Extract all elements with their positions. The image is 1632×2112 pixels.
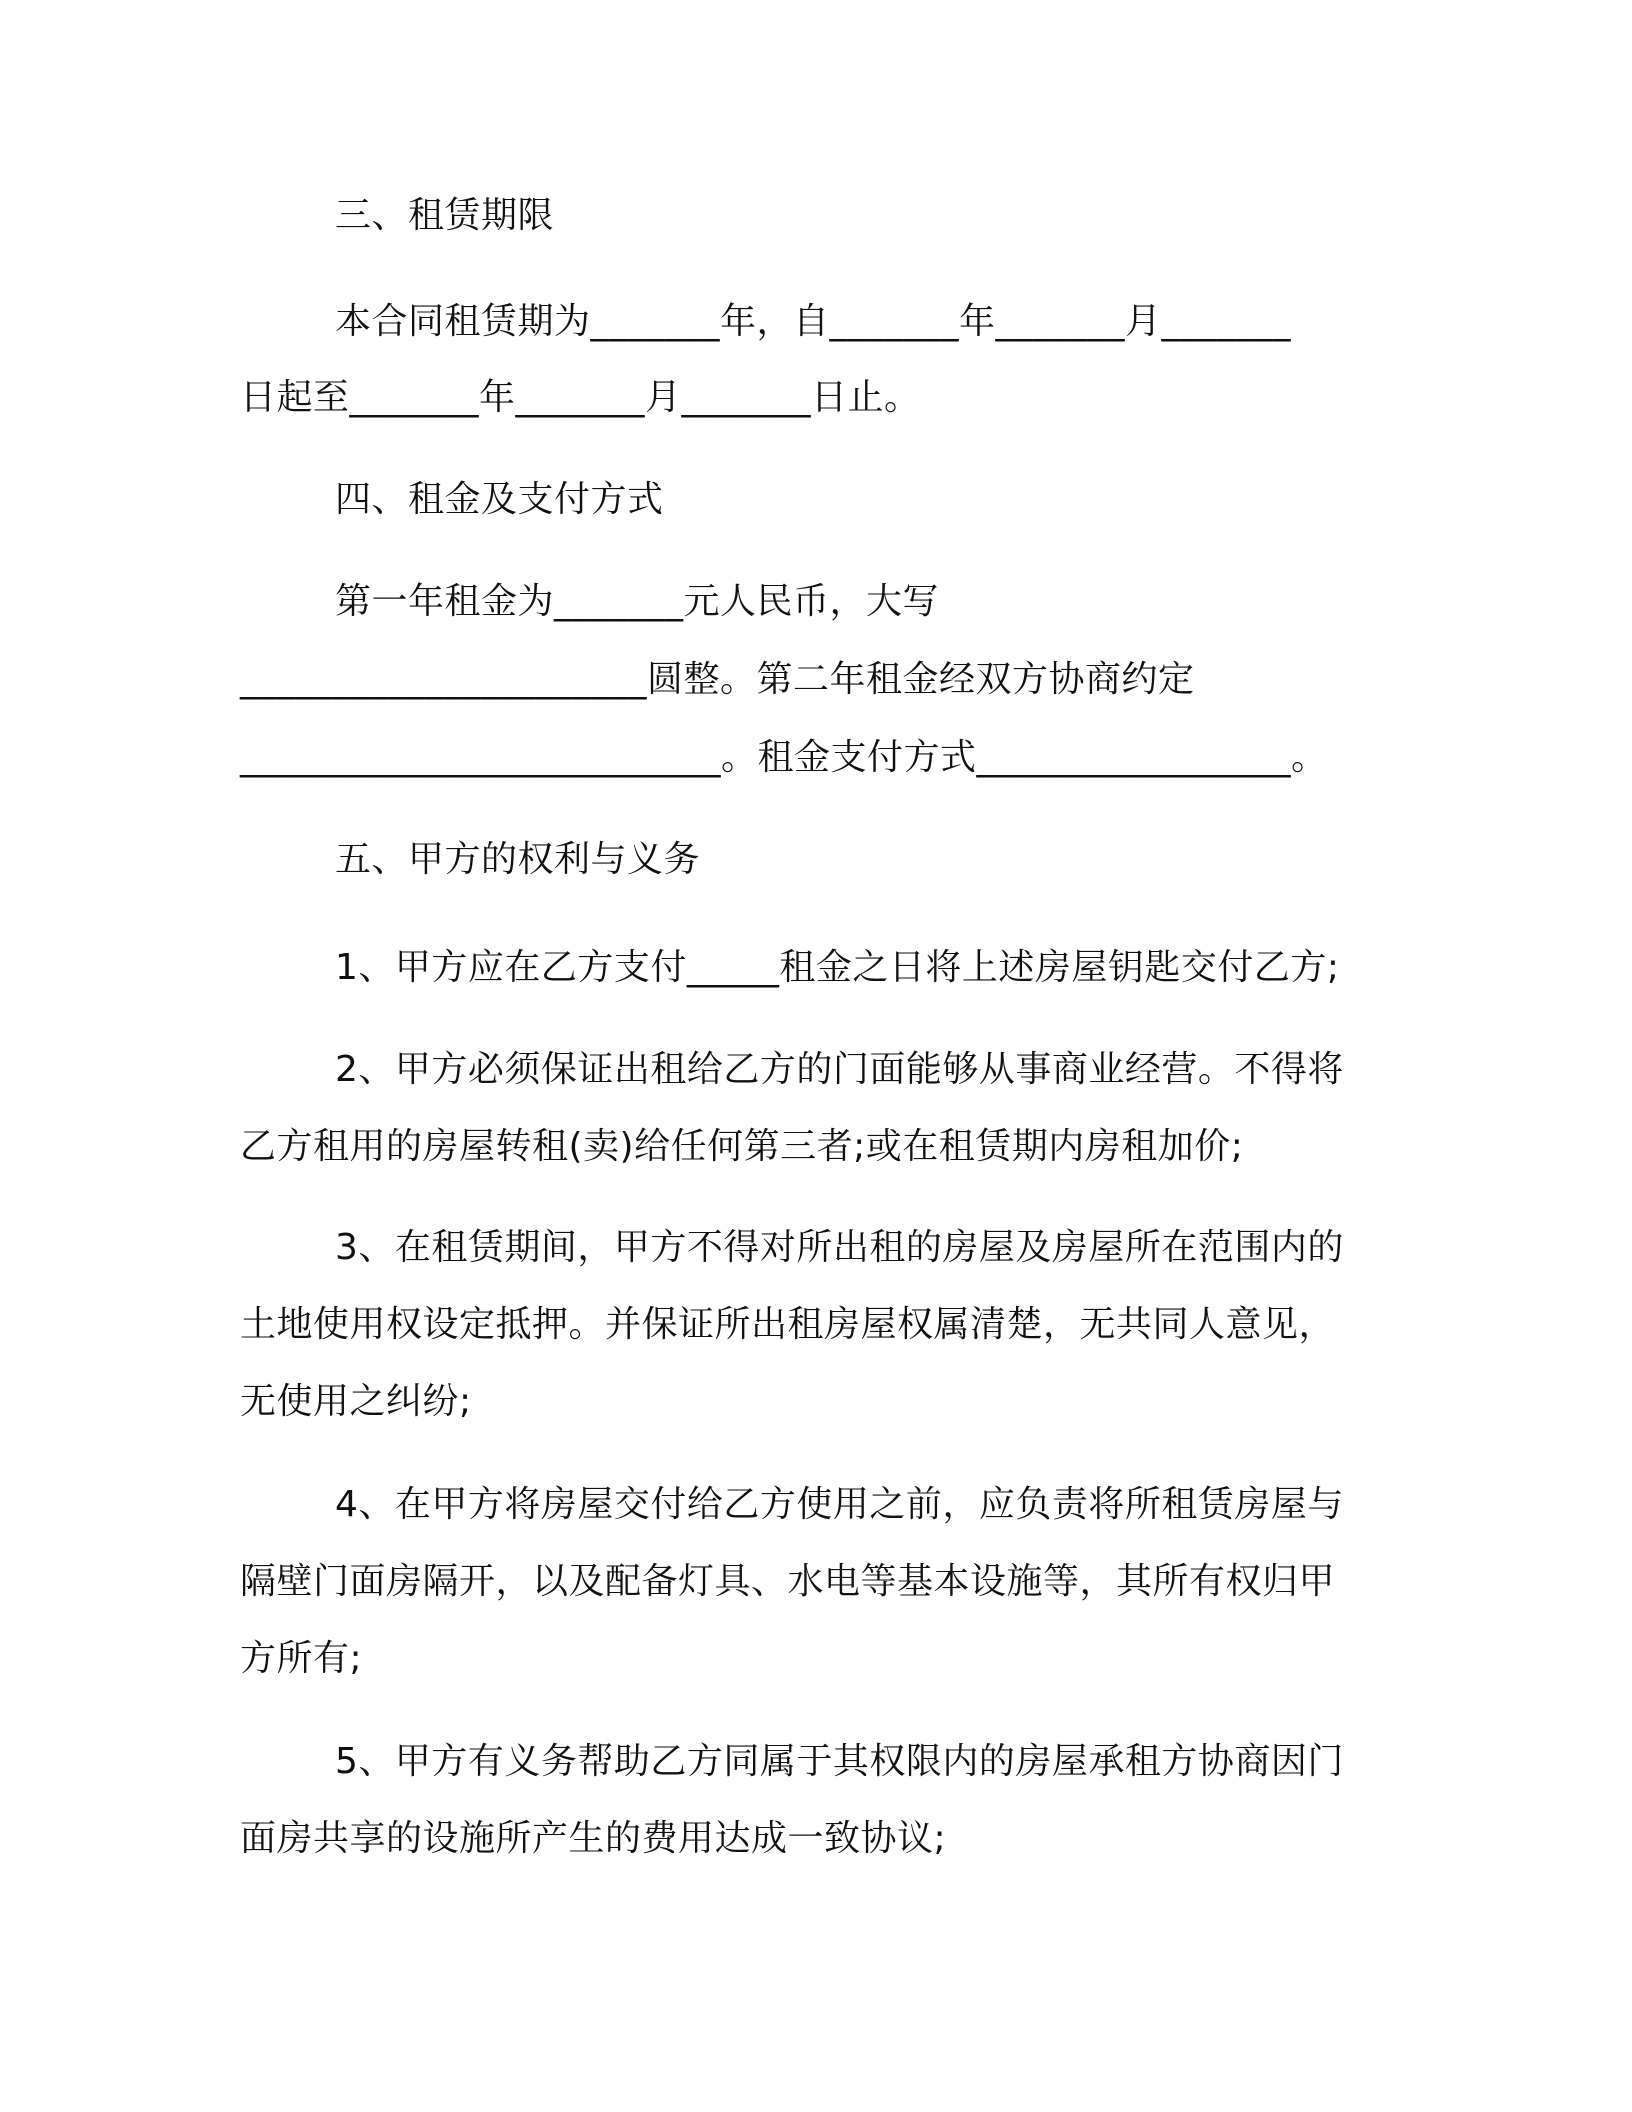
paragraph-line: 第一年租金为_______元人民币，大写 — [335, 581, 940, 622]
paragraph-line: __________________________。租金支付方式_________________。 — [240, 737, 1328, 778]
list-item: 3、在租赁期间，甲方不得对所出租的房屋及房屋所在范围内的 — [335, 1227, 1344, 1268]
section-heading-lease-term: 三、租赁期限 — [335, 195, 555, 236]
paragraph-line: 隔壁门面房隔开，以及配备灯具、水电等基本设施等，其所有权归甲 — [240, 1561, 1336, 1602]
paragraph-line: 日起至_______年_______月_______日止。 — [240, 377, 921, 418]
paragraph-line: 乙方租用的房屋转租(卖)给任何第三者;或在租赁期内房租加价; — [240, 1126, 1244, 1167]
paragraph-line: 无使用之纠纷; — [240, 1381, 472, 1422]
section-heading-rent-payment: 四、租金及支付方式 — [335, 479, 664, 520]
section-heading-party-a-rights: 五、甲方的权利与义务 — [335, 839, 701, 880]
list-item: 2、甲方必须保证出租给乙方的门面能够从事商业经营。不得将 — [335, 1049, 1344, 1090]
paragraph-line: 土地使用权设定抵押。并保证所出租房屋权属清楚，无共同人意见， — [240, 1304, 1336, 1345]
list-item: 1、甲方应在乙方支付_____租金之日将上述房屋钥匙交付乙方; — [335, 947, 1340, 988]
list-item: 5、甲方有义务帮助乙方同属于其权限内的房屋承租方协商因门 — [335, 1741, 1344, 1782]
paragraph-line: 方所有; — [240, 1638, 363, 1679]
paragraph-line: 本合同租赁期为_______年，自_______年_______月_______ — [335, 301, 1292, 342]
paragraph-line: 面房共享的设施所产生的费用达成一致协议; — [240, 1818, 947, 1859]
list-item: 4、在甲方将房屋交付给乙方使用之前，应负责将所租赁房屋与 — [335, 1484, 1344, 1525]
paragraph-line: ______________________圆整。第二年租金经双方协商约定 — [240, 659, 1195, 700]
